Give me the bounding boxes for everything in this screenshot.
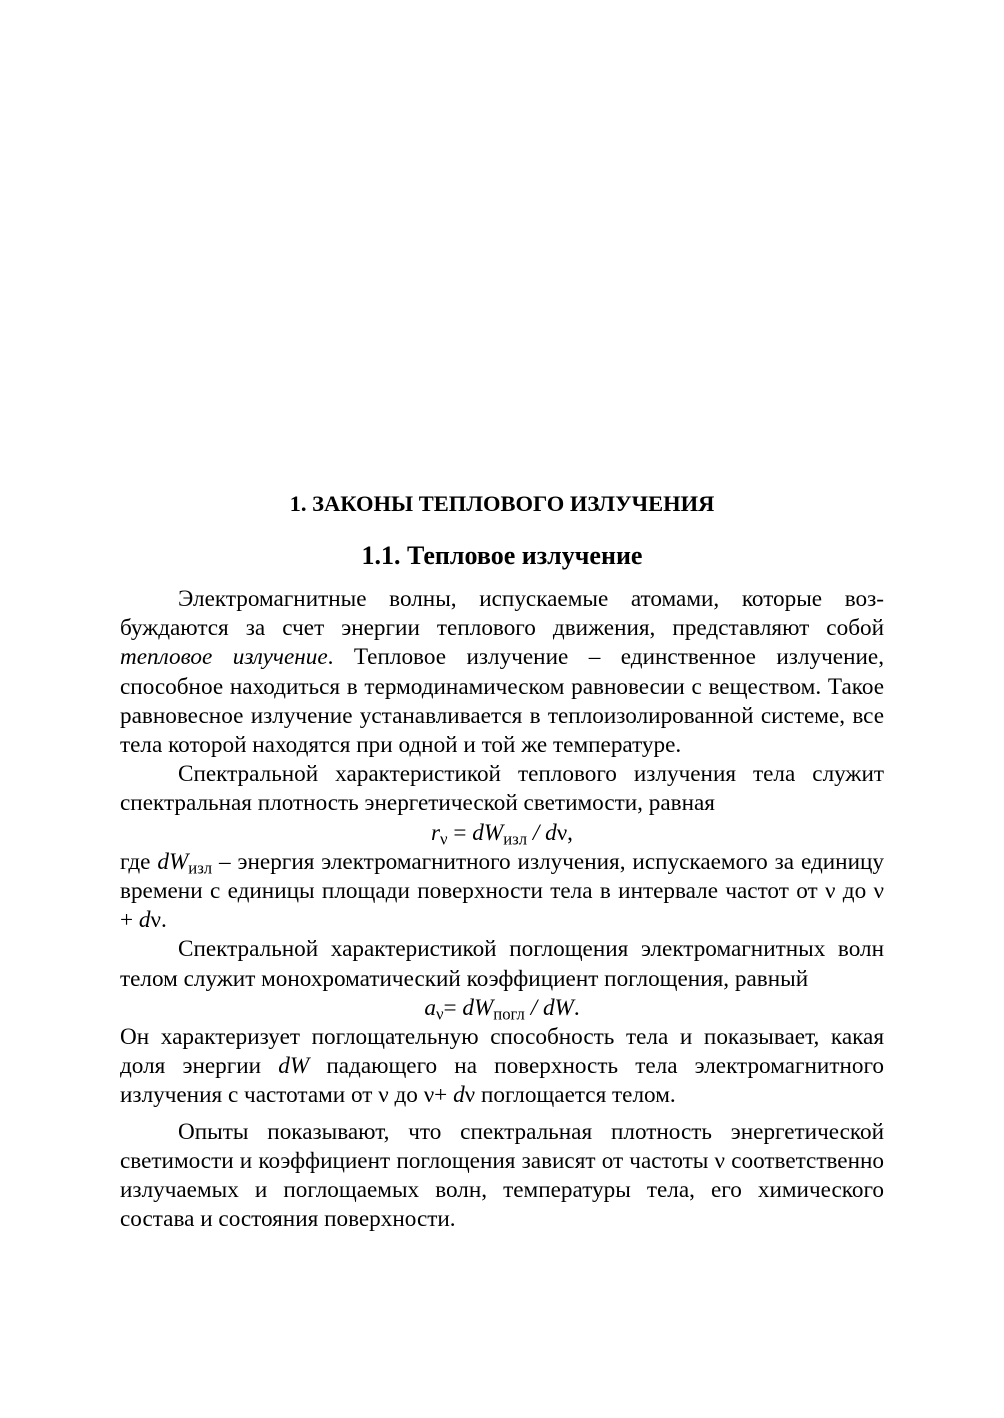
formula-denominator-symbol: ν bbox=[556, 819, 568, 846]
formula-numerator: dW bbox=[462, 994, 494, 1021]
formula-denominator: dW bbox=[542, 994, 574, 1021]
formula-tail: , bbox=[567, 819, 573, 846]
section-title: 1.1. Тепловое излучение bbox=[361, 541, 643, 570]
term-thermal-radiation: тепловое излучение bbox=[120, 644, 328, 671]
paragraph-characterizes bbox=[120, 1023, 884, 1111]
formula-denominator: d bbox=[545, 819, 557, 846]
paragraph-text: – энергия электромагнитного излучения, испускаемого за единицу времени с единицы площади поверхности тела в интервале частот от ν до ν + bbox=[120, 848, 884, 934]
formula-spectral-density bbox=[120, 819, 884, 848]
paragraph-experiments: Опыты показывают, что спектральная плотность энергетической светимости и коэффициент поглощения зависят от частоты ν соответственно излучаемых и поглощаемых волн, температуры тела, его химического состава и состояния поверхности. bbox=[120, 1118, 884, 1233]
paragraph-text: Он характеризует поглощательную способность тела и показывает, какая доля энергии bbox=[120, 1024, 884, 1080]
paragraph-text: . Тепловое излучение – единственное излучение, способное находиться в термодинамическом равновесии с веществом. Такое равновесное излучение устанавливается в теплоизолированной системе, все тела которой находятся при одной и той же температуре. bbox=[120, 644, 884, 759]
formula-tail: . bbox=[573, 994, 580, 1021]
formula-equals: = bbox=[443, 994, 463, 1021]
formula-division: / bbox=[524, 994, 543, 1021]
paragraph-end: . bbox=[160, 907, 167, 934]
formula-equals: = bbox=[447, 819, 473, 846]
symbol-dw: dW bbox=[157, 848, 189, 875]
paragraph-text: поглощается телом. bbox=[475, 1082, 676, 1109]
paragraph-gap bbox=[120, 1111, 884, 1118]
paragraph-spectral-density: Спектральной характеристикой теплового излучения тела служит спектральная плотность энергетической светимости, равная bbox=[120, 761, 884, 817]
paragraph-thermal-radiation bbox=[120, 585, 884, 760]
formula-absorption bbox=[120, 994, 884, 1023]
symbol-d: d bbox=[453, 1082, 465, 1109]
symbol-dw-subscript: изл bbox=[188, 858, 213, 878]
paragraph-text: где bbox=[120, 848, 158, 875]
paragraph-text: падающего на поверхность тела электромагнитного излучения с частотами от ν до ν+ bbox=[120, 1053, 884, 1109]
paragraph-absorption: Спектральной характеристикой поглощения электромагнитных волн телом служит монохроматический коэффициент поглощения, равный bbox=[120, 936, 884, 992]
formula-lhs: a bbox=[424, 994, 436, 1021]
formula-numerator-subscript: изл bbox=[503, 829, 528, 849]
formula-division: / bbox=[527, 819, 546, 846]
formula-lhs-subscript: ν bbox=[435, 1004, 444, 1024]
symbol-nu: ν bbox=[150, 907, 161, 934]
formula-lhs-subscript: ν bbox=[440, 829, 448, 849]
body-text bbox=[120, 585, 884, 1234]
paragraph-text: Электромагнитные волны, испускаемые атомами, которые возбуждаются за счет энергии теплового движения, представляют собой bbox=[120, 586, 884, 642]
symbol-nu: ν bbox=[464, 1082, 476, 1109]
formula-numerator-subscript: погл bbox=[493, 1004, 525, 1024]
formula-numerator: dW bbox=[472, 819, 504, 846]
paragraph-where bbox=[120, 848, 884, 936]
symbol-dw: dW bbox=[278, 1053, 310, 1080]
symbol-d: d bbox=[138, 907, 151, 934]
chapter-title: 1. ЗАКОНЫ ТЕПЛОВОГО ИЗЛУЧЕНИЯ bbox=[289, 491, 715, 516]
formula-lhs: r bbox=[431, 819, 441, 846]
